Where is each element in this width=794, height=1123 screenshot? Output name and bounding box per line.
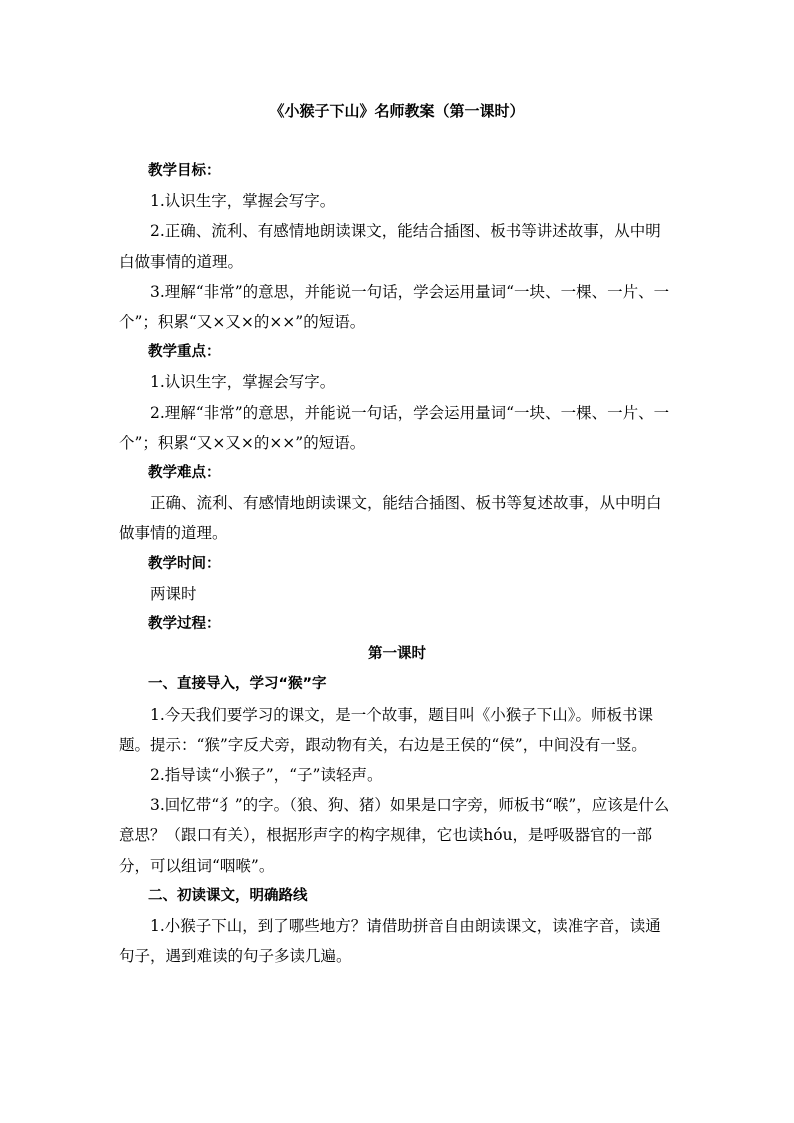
key-point-item-2: 2.理解“非常”的意思，并能说一句话，学会运用量词“一块、一棵、一片、一个”；积累“又×又×的××”的短语。: [119, 403, 670, 452]
objective-item-2: 2.正确、流利、有感情地朗读课文，能结合插图、板书等讲述故事，从中明白做事情的道理。: [119, 222, 661, 271]
process-part2-heading: 二、初读课文，明确路线: [148, 887, 308, 904]
difficulty-item-1: 正确、流利、有感情地朗读课文，能结合插图、板书等复述故事，从中明白做事情的道理。: [119, 494, 662, 543]
section-heading-objectives: 教学目标：: [148, 163, 221, 179]
process-part1-item-1: 1.今天我们要学习的课文，是一个故事，题目叫《小猴子下山》。师板书课题。提示：“猴”字反犬旁，跟动物有关，右边是王侯的“侯”，中间没有一竖。: [119, 705, 654, 754]
lesson-title: 第一课时: [368, 646, 426, 663]
section-heading-time: 教学时间：: [148, 555, 221, 572]
process-part1-item-3: 3.回忆带“犭”的字。（狼、狗、猪）如果是口字旁，师板书“喉”，应该是什么意思？（跟口有关），根据形声字的构字规律，它也读hóu，是呼吸器官的一部分，可以组词“咽喉”。: [119, 796, 670, 875]
section-heading-difficulties: 教学难点：: [148, 465, 221, 482]
time-item-1: 两课时: [150, 584, 197, 603]
objective-item-3: 3.理解“非常”的意思，并能说一句话，学会运用量词“一块、一棵、一片、一个”；积累“又×又×的××”的短语。: [119, 282, 670, 332]
process-part1-item-2: 2.指导读“小猴子”，“子”读轻声。: [150, 766, 383, 785]
section-heading-process: 教学过程：: [148, 616, 221, 633]
key-point-item-1: 1.认识生字，掌握会写字。: [150, 373, 336, 392]
section-heading-key-points: 教学重点：: [148, 344, 221, 361]
objective-item-1: 1.认识生字，掌握会写字。: [150, 192, 336, 211]
process-part2-item-1: 1.小猴子下山，到了哪些地方？请借助拼音自由朗读课文，读准字音，读通句子，遇到难读的句子多读几遍。: [119, 917, 661, 966]
document-body: [119, 156, 675, 971]
process-part1-heading: 一、直接导入，学习“猴”字: [148, 676, 327, 693]
document-title: 《小猴子下山》名师教案（第一课时）: [269, 102, 525, 120]
